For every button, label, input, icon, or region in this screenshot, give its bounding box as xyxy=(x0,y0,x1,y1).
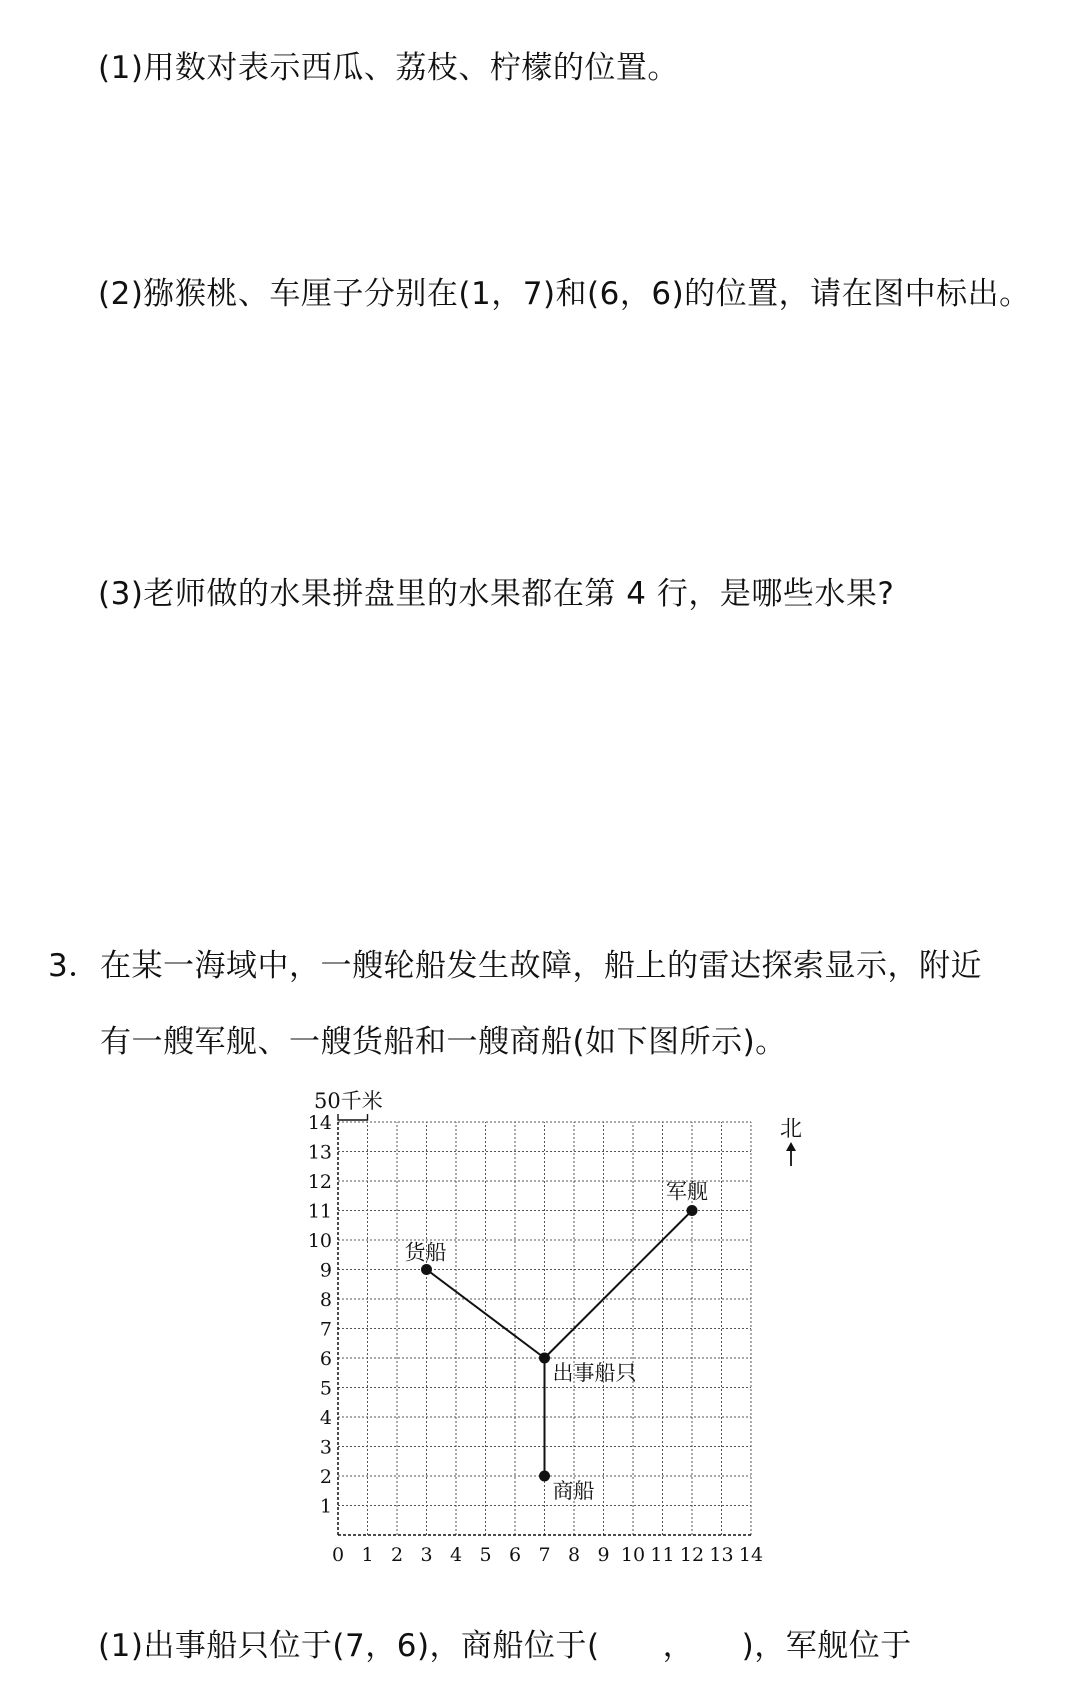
scale-bracket xyxy=(338,1114,368,1120)
ship-label: 商船 xyxy=(552,1479,595,1503)
x-tick-label: 7 xyxy=(538,1544,551,1566)
x-tick-label: 6 xyxy=(508,1544,522,1566)
y-tick-label: 3 xyxy=(319,1436,332,1459)
x-tick-label: 11 xyxy=(650,1544,675,1566)
y-tick-label: 9 xyxy=(319,1259,332,1282)
scale-label: 50千米 xyxy=(314,1089,383,1113)
problem-3-line1: 在某一海域中，一艘轮船发生故障，船上的雷达探索显示，附近 xyxy=(100,948,982,984)
y-tick-label: 2 xyxy=(319,1466,332,1488)
north-label: 北 xyxy=(779,1117,803,1142)
problem-3-line2: 有一艘军舰、一艘货船和一艘商船(如下图所示)。 xyxy=(100,1024,787,1060)
y-tick-label: 6 xyxy=(319,1348,332,1370)
x-tick-label: 2 xyxy=(390,1544,404,1566)
x-tick-label: 4 xyxy=(449,1544,463,1566)
question-3: (3)老师做的水果拼盘里的水果都在第 4 行，是哪些水果? xyxy=(98,576,895,612)
x-tick-label: 5 xyxy=(479,1544,492,1566)
problem-3-sub1: (1)出事船只位于(7，6)，商船位于( ， )，军舰位于 xyxy=(98,1628,912,1664)
ship-point xyxy=(539,1471,550,1482)
x-tick-label: 8 xyxy=(567,1544,581,1566)
question-1: (1)用数对表示西瓜、荔枝、柠檬的位置。 xyxy=(98,50,679,86)
y-tick-label: 11 xyxy=(307,1200,332,1223)
x-tick-label: 12 xyxy=(679,1544,705,1566)
problem-3-number: 3． xyxy=(48,948,100,984)
coordinate-figure xyxy=(300,1085,803,1585)
y-tick-label: 12 xyxy=(307,1171,332,1193)
x-tick-label: 9 xyxy=(597,1544,610,1566)
x-tick-label: 14 xyxy=(738,1544,764,1566)
x-tick-label: 13 xyxy=(709,1544,734,1566)
y-tick-label: 4 xyxy=(319,1407,332,1429)
ship-label: 货船 xyxy=(404,1240,447,1265)
north-arrow-head xyxy=(786,1142,796,1151)
y-tick-label: 1 xyxy=(319,1495,332,1518)
ship-label: 出事船只 xyxy=(552,1361,637,1385)
ship-point xyxy=(539,1353,550,1364)
coordinate-grid xyxy=(300,1085,803,1585)
x-tick-label: 3 xyxy=(420,1544,433,1566)
y-tick-label: 8 xyxy=(319,1289,332,1311)
y-tick-label: 10 xyxy=(307,1230,332,1252)
ship-point xyxy=(687,1205,698,1216)
y-tick-label: 13 xyxy=(307,1141,332,1164)
x-tick-label: 0 xyxy=(331,1544,345,1566)
question-2: (2)猕猴桃、车厘子分别在(1，7)和(6，6)的位置，请在图中标出。 xyxy=(98,276,1031,312)
ship-point xyxy=(421,1264,432,1275)
y-tick-label: 14 xyxy=(307,1112,332,1134)
x-tick-label: 1 xyxy=(361,1544,374,1566)
path-segment xyxy=(545,1211,693,1359)
x-tick-label: 10 xyxy=(620,1544,646,1566)
y-tick-label: 7 xyxy=(319,1318,332,1341)
ship-label: 军舰 xyxy=(666,1179,708,1204)
y-tick-label: 5 xyxy=(319,1377,332,1400)
